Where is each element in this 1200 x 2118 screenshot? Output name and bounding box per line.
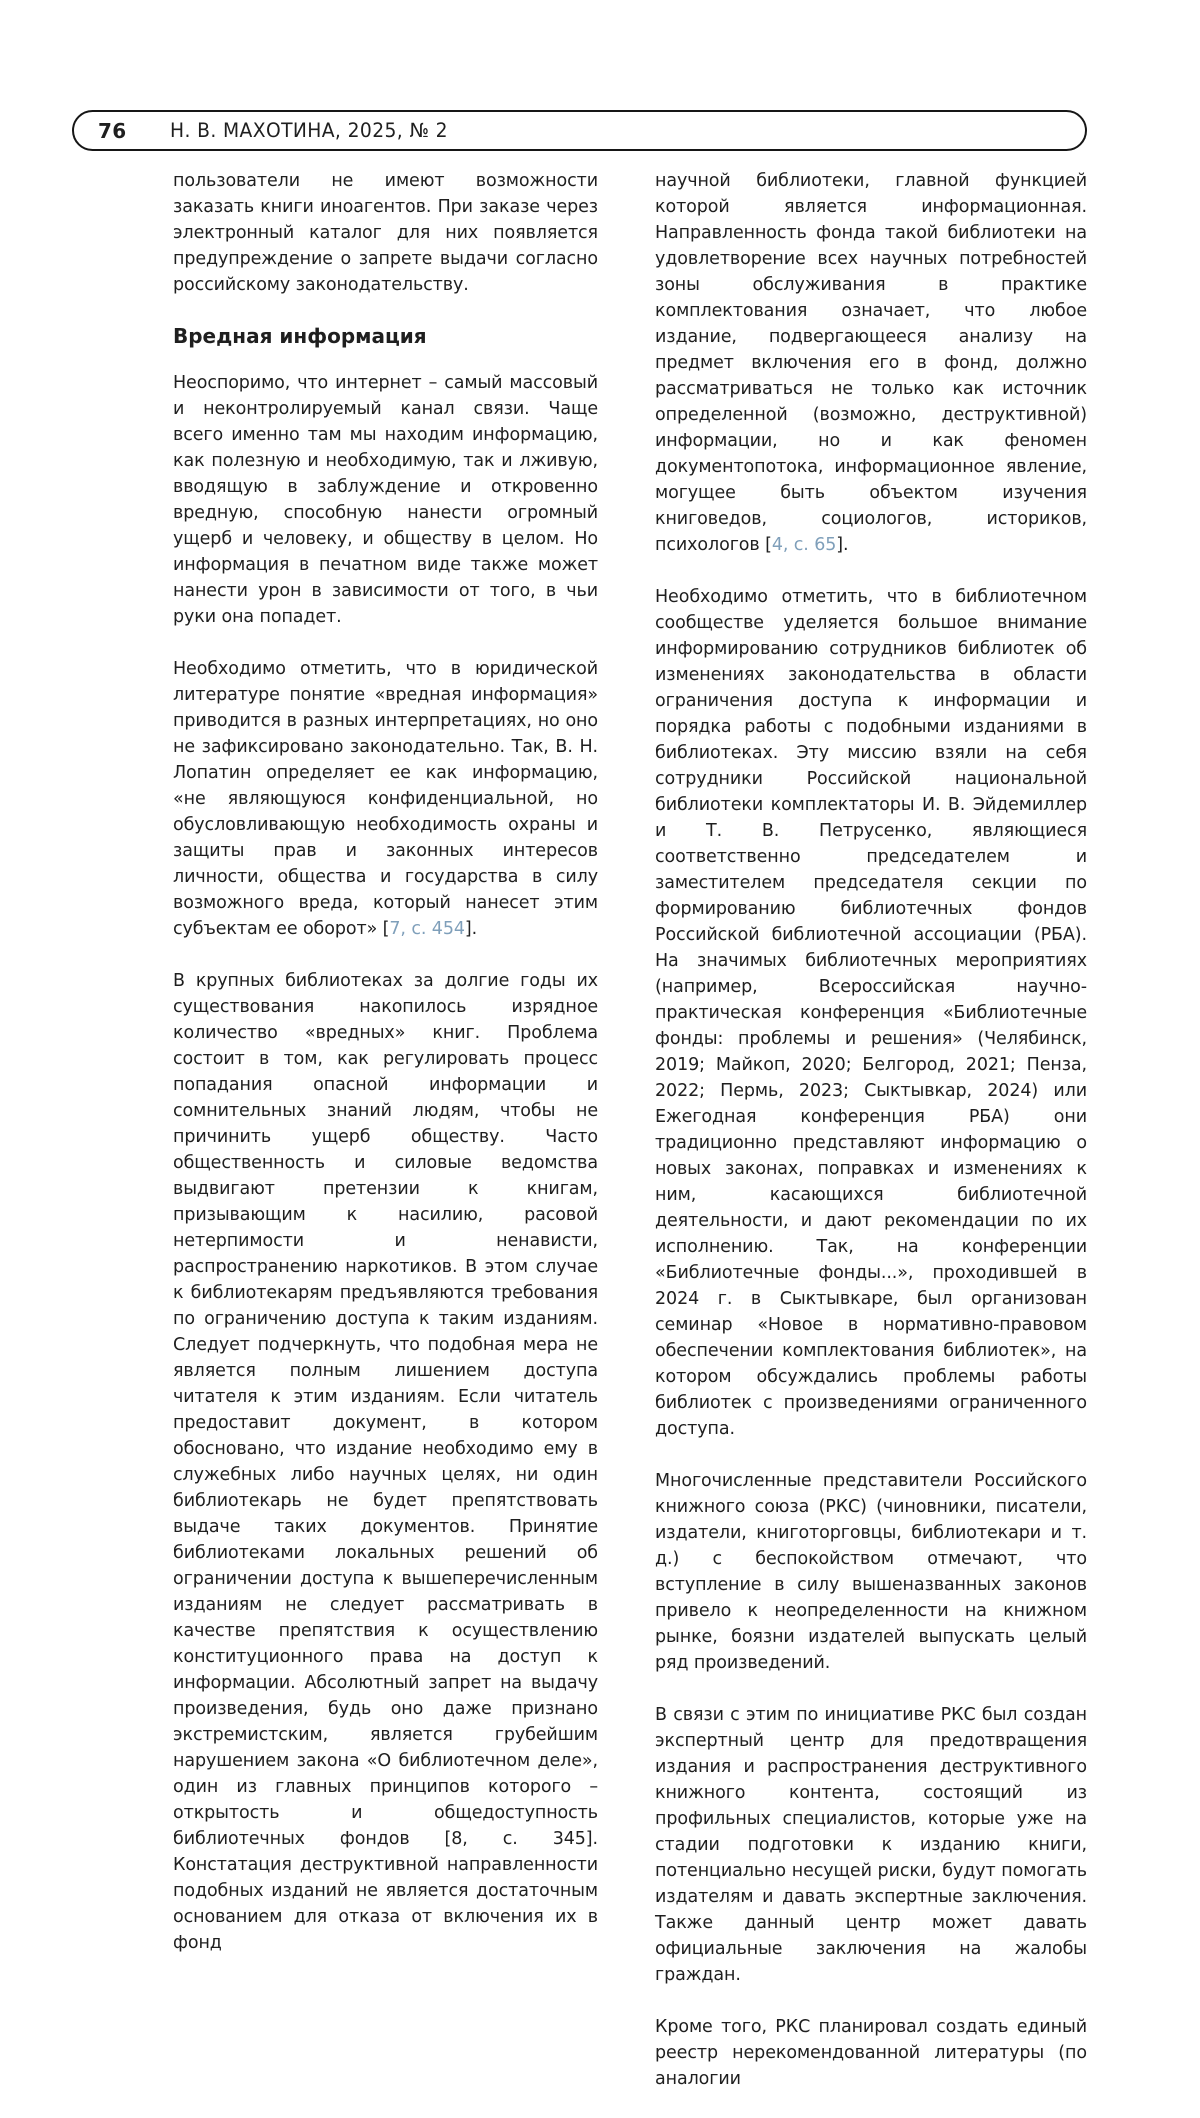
paragraph: Неоспоримо, что интернет – самый массовый и неконтролируемый канал связи. Чаще всего именно там мы находим информацию, как полезную и необходимую, так и лживую, вводящую в заблуждение и откровенно вредную, способную нанести огромный ущерб и человеку, и обществу в целом. Но информация в печатном виде также может нанести урон в зависимости от того, в чьи руки она попадет. (173, 373, 598, 627)
page-header (72, 110, 1087, 151)
right-column (655, 168, 1087, 2118)
left-column (173, 168, 598, 2118)
paragraph: Многочисленные представители Российского книжного союза (РКС) (чиновники, писатели, издатели, книготорговцы, библиотекари и т. д.) с беспокойством отмечают, что вступление в силу вышеназванных законов привело к неопределенности на книжном рынке, боязни издателей выпускать целый ряд произведений. (655, 1471, 1087, 1673)
paragraph: Необходимо отметить, что в библиотечном сообществе уделяется большое внимание информированию сотрудников библиотек об изменениях законодательства в области ограничения доступа к информации и порядка работы с подобными изданиями в библиотеках. Эту миссию взяли на себя сотрудники Российской национальной библиотеки комплектаторы И. В. Эйдемиллер и Т. В. Петрусенко, являющиеся соответственно председателем и заместителем председателя секции по формированию библиотечных фондов Российской библиотечной ассоциации (РБА). На значимых библиотечных мероприятиях (например, Всероссийская научно-практическая конференция «Библиотечные фонды: проблемы и решения» (Челябинск, 2019; Майкоп, 2020; Белгород, 2021; Пенза, 2022; Пермь, 2023; Сыктывкар, 2024) или Ежегодная конференция РБА) они традиционно представляют информацию о новых законах, поправках и изменениях к ним, касающихся библиотечной деятельности, и дают рекомендации по их исполнению. Так, на конференции «Библиотечные фонды...», проходившей в 2024 г. в Сыктывкаре, был организован семинар «Новое в нормативно-правовом обеспечении комплектования библиотек», на котором обсуждались проблемы работы библиотек с произведениями ограниченного доступа. (655, 587, 1087, 1439)
running-title: Н. В. МАХОТИНА, 2025, № 2 (170, 119, 449, 142)
paragraph: В связи с этим по инициативе РКС был создан экспертный центр для предотвращения издания и распространения деструктивного книжного контента, состоящий из профильных специалистов, которые уже на стадии подготовки к изданию книги, потенциально несущей риски, будут помогать издателям и давать экспертные заключения. Также данный центр может давать официальные заключения на жалобы граждан. (655, 1705, 1087, 1985)
section-heading: Вредная информация (173, 324, 427, 348)
page-number: 76 (98, 118, 127, 143)
paragraph: В крупных библиотеках за долгие годы их существования накопилось изрядное количество «вредных» книг. Проблема состоит в том, как регулировать процесс попадания опасной информации и сомнительных знаний людям, чтобы не причинить ущерб обществу. Часто общественность и силовые ведомства выдвигают претензии к книгам, призывающим к насилию, расовой нетерпимости и ненависти, распространению наркотиков. В этом случае к библиотекарям предъявляются требования по ограничению доступа к таким изданиям. Следует подчеркнуть, что подобная мера не является полным лишением доступа читателя к этим изданиям. Если читатель предоставит документ, в котором обосновано, что издание необходимо ему в служебных либо научных целях, ни один библиотекарь не будет препятствовать выдаче таких документов. Принятие библиотеками локальных решений об ограничении доступа к вышеперечисленным изданиям не следует рассматривать в качестве препятствия к осуществлению конституционного права на доступ к информации. Абсолютный запрет на выдачу произведения, будь оно даже признано экстремистским, является грубейшим нарушением закона «О библиотечном деле», один из главных принципов которого – открытость и общедоступность библиотечных фондов [8, с. 345]. Констатация деструктивной направленности подобных изданий не является достаточным основанием для отказа от включения их в фонд (173, 971, 598, 1953)
citation-link[interactable]: 7, с. 454 (389, 919, 465, 939)
paragraph: Необходимо отметить, что в юридической литературе понятие «вредная информация» приводится в разных интерпретациях, но оно не зафиксировано законодательно. Так, В. Н. Лопатин определяет ее как информацию, «не являющуюся конфиденциальной, но обусловливающую необходимость охраны и защиты прав и законных интересов личности, общества и государства в силу возможного вреда, который нанесет этим субъектам ее оборот» [7, с. 454]. (173, 659, 598, 939)
citation-link[interactable]: 4, с. 65 (771, 535, 837, 555)
paragraph: Кроме того, РКС планировал создать единый реестр нерекомендованной литературы (по аналогии (655, 2017, 1087, 2089)
paragraph: научной библиотеки, главной функцией которой является информационная. Направленность фонда такой библиотеки на удовлетворение всех научных потребностей зоны обслуживания в практике комплектования означает, что любое издание, подвергающееся анализу на предмет включения его в фонд, должно рассматриваться не только как источник определенной (возможно, деструктивной) информации, но и как феномен документопотока, информационное явление, могущее быть объектом изучения книговедов, социологов, историков, психологов [4, с. 65]. (655, 171, 1087, 555)
paragraph: пользователи не имеют возможности заказать книги иноагентов. При заказе через электронный каталог для них появляется предупреждение о запрете выдачи согласно российскому законодательству. (173, 171, 598, 295)
article-body (173, 168, 1087, 2118)
